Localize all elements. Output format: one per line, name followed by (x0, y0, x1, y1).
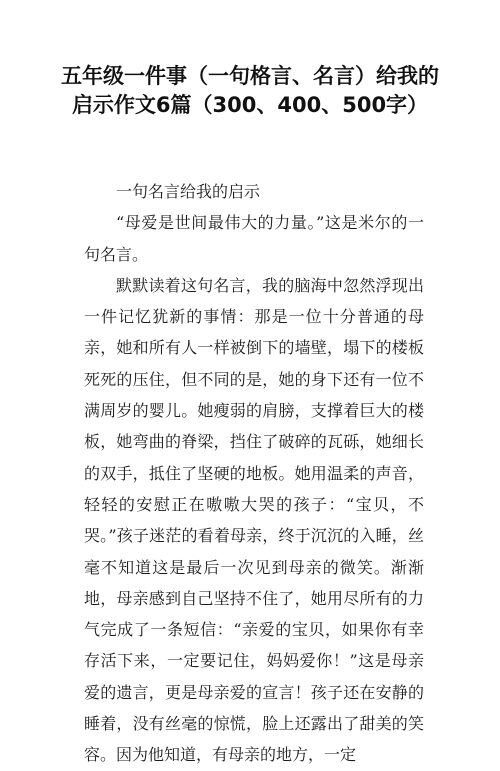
document-title: 五年级一件事（一句格言、名言）给我的启示作文6篇（300、400、500字） (61, 64, 439, 117)
story-paragraph: 默默读着这句名言，我的脑海中忽然浮现出一件记忆犹新的事情：那是一位十分普通的母亲，她和所有人一样被倒下的墙壁，塌下的楼板死死的压住，但不同的是，她的身下还有一位不满周岁的婴儿。她瘦弱的肩膀，支撑着巨大的楼板，她弯曲的脊梁，挡住了破碎的瓦砾，她细长的双手，抵住了坚硬的地板。她用温柔的声音，轻轻的安慰正在嗷嗷大哭的孩子：“宝贝，不哭。”孩子迷茫的看着母亲，终于沉沉的入睡，丝毫不知道这是最后一次见到母亲的微笑。渐渐地，母亲感到自己坚持不住了，她用尽所有的力气完成了一条短信：“亲爱的宝贝，如果你有幸存活下来，一定要记住，妈妈爱你！”这是母亲爱的遗言，更是母亲爱的宣言！孩子还在安静的睡着，没有丝毫的惊慌，脸上还露出了甜美的笑容。因为他知道，有母亲的地方，一定 (84, 275, 424, 765)
section-heading: 一句名言给我的启示 (116, 182, 261, 201)
document-body (84, 176, 424, 771)
quote-paragraph: “母爱是世间最伟大的力量。”这是米尔的一句名言。 (84, 213, 424, 264)
